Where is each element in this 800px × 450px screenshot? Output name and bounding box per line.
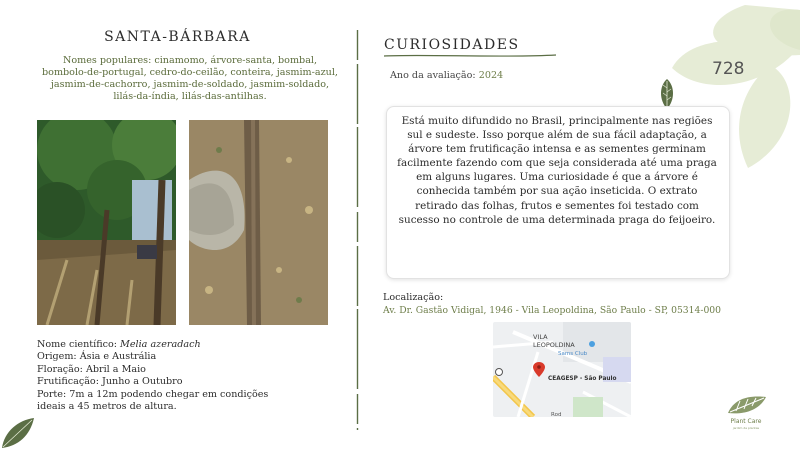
size-line-2: ideais a 45 metros de altura. — [37, 401, 177, 413]
popular-names: Nomes populares: cinamomo, árvore-santa, bombal, bombolo-de-portugal, cedro-do-ceilão, conteira, jasmim-azul, jasmim-de-cachorro, jasmim-de-soldado, jasmim-soldado, lilás-da-índia, lilás-das-antilhas. — [42, 55, 338, 102]
evaluation-year: Ano da avaliação: 2024 — [390, 70, 504, 81]
badge-number: 728 — [712, 59, 745, 79]
brand-name: Plant Care — [730, 418, 762, 425]
title-underline — [384, 53, 556, 59]
flowering: Floração: Abril a Maio — [37, 363, 146, 375]
map-pin-label: CEAGESP - São Paulo — [548, 376, 617, 382]
brand-tagline: jardim de plantas — [732, 426, 760, 430]
map-store: Sams Club — [558, 351, 588, 357]
location-address[interactable]: Av. Dr. Gastão Vidigal, 1946 - Vila Leopoldina, São Paulo - SP, 05314-000 — [383, 305, 721, 316]
map-street: Rod — [551, 412, 562, 417]
size-line-1: Porte: 7m a 12m podendo chegar em condições — [37, 388, 269, 400]
curiosities-title: CURIOSIDADES — [384, 37, 520, 53]
plant-info — [37, 339, 268, 413]
plant-care-logo-icon — [726, 393, 768, 417]
plant-photo-1 — [37, 120, 176, 325]
map-area-1: VILA — [533, 333, 548, 341]
column-divider — [356, 30, 359, 430]
map-area-2: LEOPOLDINA — [533, 341, 575, 349]
fruiting: Frutificação: Junho a Outubro — [37, 376, 183, 388]
plant-photo-2 — [189, 120, 328, 325]
origin: Origem: Ásia e Austrália — [37, 351, 157, 363]
scientific-name: Melia azeradach — [120, 339, 201, 350]
scientific-name-line: Nome científico: Melia azeradach — [37, 339, 201, 350]
location-label: Localização: — [383, 292, 444, 303]
year-value: 2024 — [478, 70, 504, 81]
location-map[interactable] — [493, 322, 631, 417]
curiosity-text: Está muito difundido no Brasil, principalmente nas regiões sul e sudeste. Isso porque além de sua fácil adaptação, a árvore tem frutificação intensa e as sementes germinam facilmente fazendo com que seja considerada até uma praga em alguns lugares. Uma curiosidade é que a árvore é conhecida também por sua ação inseticida. O extrato retirado das folhas, frutos e sementes foi testado com sucesso no controle de uma determinada praga do feijoeiro. — [397, 115, 717, 226]
leaf-icon-corner — [0, 414, 36, 450]
plant-title: SANTA-BÁRBARA — [104, 29, 251, 45]
